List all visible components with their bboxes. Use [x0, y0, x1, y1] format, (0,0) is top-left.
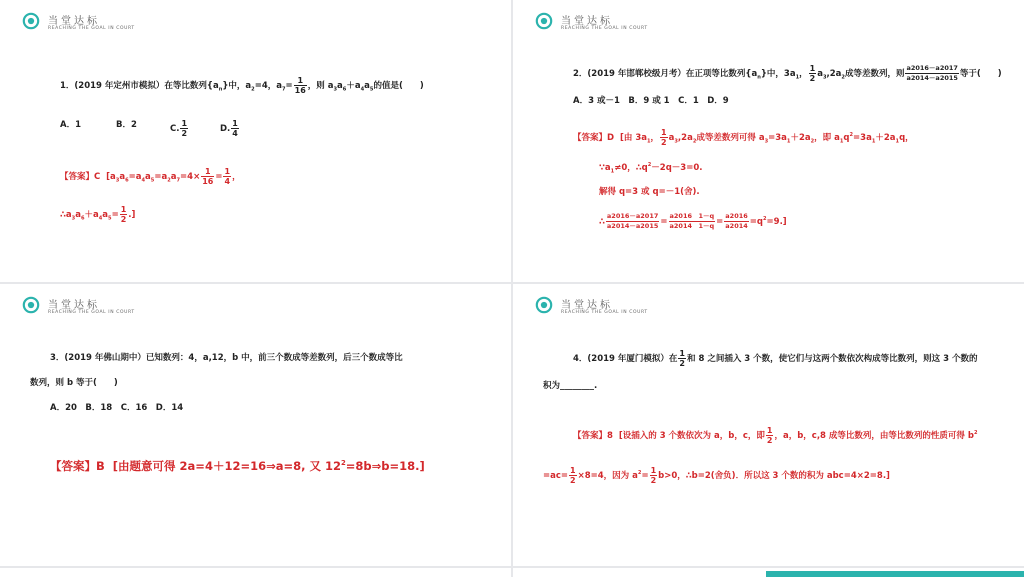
header-title: 当堂达标 — [48, 16, 100, 27]
answer-line-2: =ac= $\frac{1}{2}$ ×8=4，因为 $a^2=$ $\frac{1}{2}$ b>0，∴b=2(舍负)．所以这 3 个数的积为 abc=4×2=8.] — [543, 466, 890, 485]
slide-partial-right — [513, 568, 1024, 577]
logo-circle-icon — [22, 12, 40, 30]
option-d: D. $\frac{1}{4}$ — [220, 119, 238, 138]
logo-circle-icon — [535, 12, 553, 30]
question-text: 1．(2019 年定州市模拟）在等比数列$\{a_n\}$中，$a_2=4$，$a_7=$ $\frac{1}{16}$ ，则 $a_3a_6+a_4a_5$的值是( ) — [60, 76, 424, 95]
answer-line-4: ∴ $\frac{a2016-a2017}{a2014-a2015}$ = $\frac{a2016 1-q}{a2014 1-q}$ = $\frac{a2016}{a2014}$ $=q^2=9$.] — [599, 212, 787, 230]
slide-q3 — [0, 284, 511, 566]
answer-line-3: 解得 q=3 或 q=－1(舍). — [599, 187, 700, 197]
logo-circle-icon — [535, 296, 553, 314]
answer-line-2: $\because a_1\ne 0$，$\therefore q^2-2q-3=0$. — [599, 162, 703, 175]
slide-q1 — [0, 0, 511, 282]
question-line-1: 4．(2019 年厦门模拟）在 $\frac{1}{2}$ 和 8 之间插入 3 个数，使它们与这两个数依次构成等比数列，则这 3 个数的 — [573, 349, 978, 368]
option-a: A．1 — [60, 120, 81, 130]
option-c: C. $\frac{1}{2}$ — [170, 119, 188, 138]
slide-q4 — [513, 284, 1024, 566]
header-subtitle: REACHING THE GOAL IN COURT — [561, 26, 648, 31]
options: A．20 B．18 C．16 D．14 — [50, 403, 184, 413]
header-subtitle: REACHING THE GOAL IN COURT — [48, 26, 135, 31]
slide-q2 — [513, 0, 1024, 282]
answer-line-1: 【答案】C [$a_3a_6=a_4a_5=a_2a_7=4\times$ $\frac{1}{16}$ = $\frac{1}{4}$ ， — [60, 167, 241, 186]
slide-partial-left — [0, 568, 511, 577]
question-line-2: 积为________. — [543, 381, 598, 391]
options: A．3 或－1 B．9 或 1 C．1 D．9 — [573, 96, 729, 106]
answer-line-1: 【答案】D [由 $3a_1$， $\frac{1}{2}$ $a_3,2a_2$成等差数列可得 $a_3=3a_1+2a_2$，即 $a_1q^2=3a_1+2a_1q$， — [573, 128, 914, 147]
logo-circle-icon — [22, 296, 40, 314]
header-subtitle: REACHING THE GOAL IN COURT — [561, 310, 648, 315]
answer-line-1: 【答案】8 [设插入的 3 个数依次为 a，b，c，即 $\frac{1}{2}$ ，a，b，c,8 成等比数列，由等比数列的性质可得 $b^2$ — [573, 426, 978, 445]
header-title: 当堂达标 — [561, 300, 613, 311]
accent-bar — [766, 571, 1024, 577]
question-line-1: 3．(2019 年佛山期中）已知数列：4，a,12，b 中，前三个数成等差数列，后三个数成等比 — [50, 353, 403, 363]
answer-line-2: $\therefore a_3a_6+a_4a_5=$ $\frac{1}{2}$ .] — [60, 205, 136, 224]
header-title: 当堂达标 — [561, 16, 613, 27]
header-title: 当堂达标 — [48, 300, 100, 311]
header-subtitle: REACHING THE GOAL IN COURT — [48, 310, 135, 315]
answer: 【答案】B [由题意可得 2a=4＋12=16⇒a=8, 又 $12^2=8b\Rightarrow b=18$.] — [50, 459, 425, 473]
option-b: B．2 — [116, 120, 137, 130]
question-text: 2．(2019 年邯郸校级月考）在正项等比数列$\{a_n\}$中，$3a_1$， $\frac{1}{2}$ $a_3,2a_2$成等差数列，则 $\frac{a2016-a2017}{a2014-a2015}$ 等于( ) — [573, 64, 1002, 83]
question-line-2: 数列，则 b 等于( ) — [30, 378, 118, 388]
